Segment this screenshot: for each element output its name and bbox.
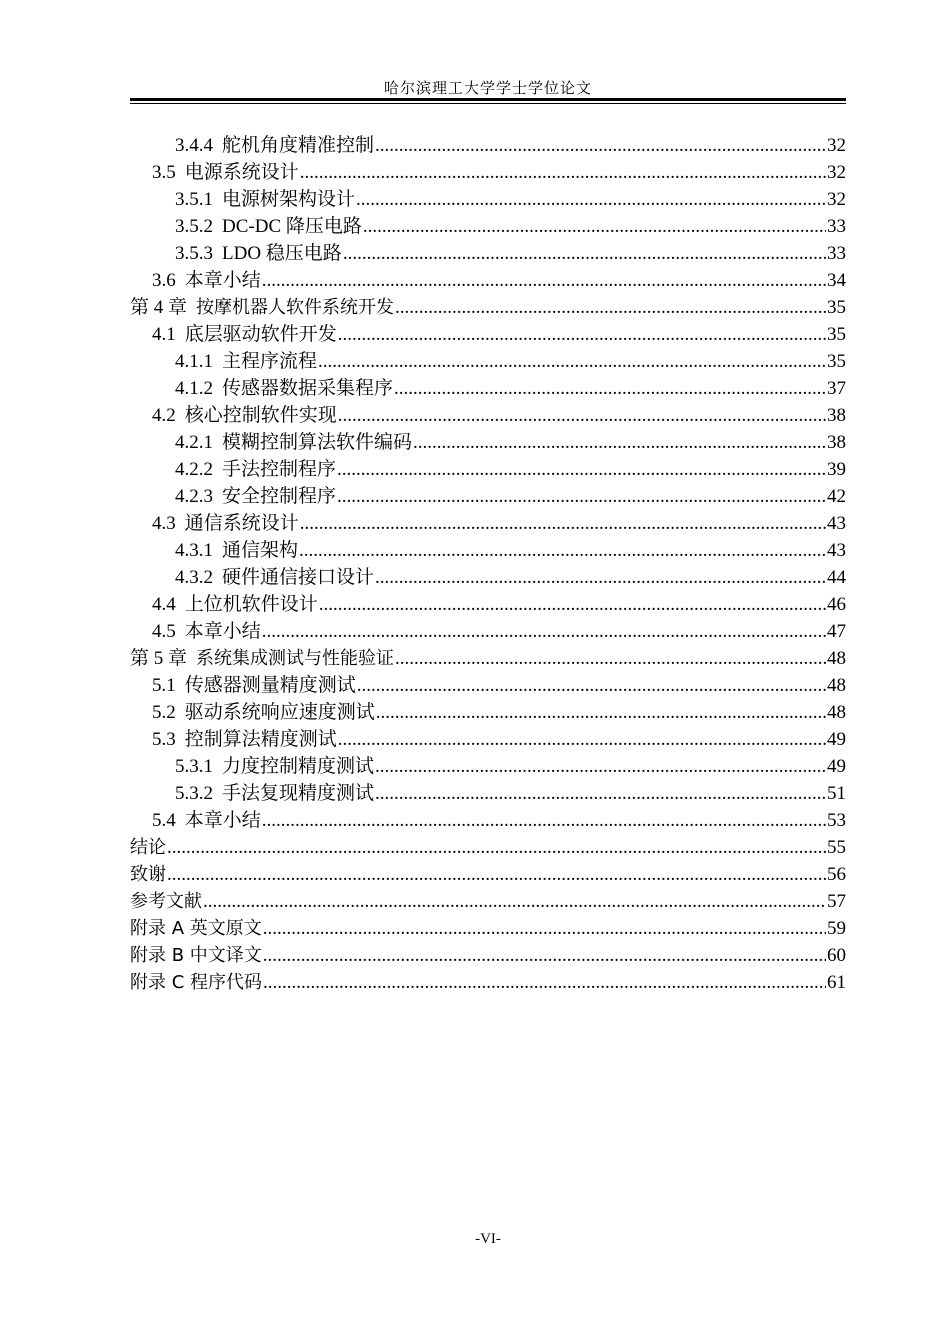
toc-entry-title: 附录 C 程序代码 <box>130 972 263 993</box>
toc-entry-title: 本章小结 <box>184 810 261 831</box>
toc-entry-label <box>175 483 336 510</box>
toc-entry-title: 结论 <box>130 837 166 858</box>
toc-entry-number: 第 5 章 <box>130 648 188 669</box>
toc-entry-title: 底层驱动软件开发 <box>184 324 337 345</box>
toc-dot-leader <box>262 267 826 294</box>
toc-entry-page: 48 <box>827 648 846 669</box>
toc-entry-label <box>130 969 262 996</box>
toc-entry-label <box>130 888 202 915</box>
toc-entry-label <box>130 942 262 969</box>
toc-entry[interactable] <box>130 402 846 429</box>
toc-entry-number: 3.4.4 <box>175 135 213 156</box>
toc-entry-number: 3.6 <box>152 270 176 291</box>
toc-dot-leader <box>300 159 826 186</box>
toc-entry[interactable] <box>130 267 846 294</box>
toc-entry[interactable] <box>130 186 846 213</box>
toc-dot-leader <box>203 888 826 915</box>
toc-entry-page: 59 <box>827 918 846 939</box>
toc-entry[interactable] <box>130 861 846 888</box>
toc-entry-title: 按摩机器人软件系统开发 <box>196 297 395 318</box>
toc-entry-title: 模糊控制算法软件编码 <box>222 432 413 453</box>
toc-entry-number: 4.2.2 <box>175 459 213 480</box>
toc-entry-page: 60 <box>827 945 846 966</box>
toc-entry-page: 42 <box>827 486 846 507</box>
toc-entry[interactable] <box>130 699 846 726</box>
toc-entry-page: 34 <box>827 270 846 291</box>
toc-dot-leader <box>319 591 826 618</box>
toc-dot-leader <box>395 294 826 321</box>
toc-dot-leader <box>318 348 826 375</box>
toc-entry-number: 4.3.1 <box>175 540 213 561</box>
toc-entry[interactable] <box>130 240 846 267</box>
toc-entry-page: 43 <box>827 513 846 534</box>
toc-entry[interactable] <box>130 159 846 186</box>
toc-dot-leader <box>357 672 826 699</box>
toc-entry-page: 43 <box>827 540 846 561</box>
toc-entry-number: 4.3.2 <box>175 567 213 588</box>
toc-dot-leader <box>375 753 826 780</box>
table-of-contents <box>130 132 846 996</box>
toc-dot-leader <box>337 456 826 483</box>
toc-entry-number: 4.4 <box>152 594 176 615</box>
toc-entry-page: 32 <box>827 135 846 156</box>
toc-dot-leader <box>395 645 826 672</box>
toc-entry-label <box>175 429 412 456</box>
toc-entry[interactable] <box>130 834 846 861</box>
header-rule-thick <box>130 98 846 101</box>
toc-entry[interactable] <box>130 321 846 348</box>
toc-entry-label <box>152 591 318 618</box>
toc-entry-number: 3.5.2 <box>175 216 213 237</box>
toc-entry-label <box>175 348 317 375</box>
toc-entry-title: 手法控制程序 <box>222 459 337 480</box>
toc-dot-leader <box>343 240 826 267</box>
toc-dot-leader <box>299 537 826 564</box>
toc-dot-leader <box>263 969 826 996</box>
toc-entry-label <box>130 834 166 861</box>
toc-entry-title: 通信架构 <box>222 540 299 561</box>
toc-entry-page: 56 <box>827 864 846 885</box>
toc-entry-title: 安全控制程序 <box>222 486 337 507</box>
toc-entry-label <box>152 618 261 645</box>
header-rule-thin <box>130 103 846 104</box>
toc-entry-page: 32 <box>827 162 846 183</box>
toc-entry-number: 5.4 <box>152 810 176 831</box>
toc-entry-number: 4.5 <box>152 621 176 642</box>
toc-entry-number: 5.3.1 <box>175 756 213 777</box>
toc-entry[interactable] <box>130 969 846 996</box>
toc-entry-page: 61 <box>827 972 846 993</box>
toc-entry-label <box>152 321 337 348</box>
page-number: -VI- <box>475 1231 501 1247</box>
toc-entry-title: 手法复现精度测试 <box>222 783 375 804</box>
toc-entry[interactable] <box>130 942 846 969</box>
toc-entry[interactable] <box>130 429 846 456</box>
toc-dot-leader <box>375 780 826 807</box>
toc-dot-leader <box>356 186 826 213</box>
toc-entry[interactable] <box>130 888 846 915</box>
toc-entry-number: 4.2.1 <box>175 432 213 453</box>
toc-entry-number: 5.2 <box>152 702 176 723</box>
toc-entry-label <box>130 294 394 321</box>
toc-entry[interactable] <box>130 753 846 780</box>
toc-entry-number: 4.3 <box>152 513 176 534</box>
toc-entry-title: 传感器数据采集程序 <box>222 378 394 399</box>
toc-entry-title: 本章小结 <box>184 621 261 642</box>
toc-dot-leader <box>263 915 826 942</box>
toc-dot-leader <box>338 402 826 429</box>
toc-entry-title: 上位机软件设计 <box>184 594 318 615</box>
toc-dot-leader <box>413 429 826 456</box>
toc-dot-leader <box>363 213 826 240</box>
toc-entry-page: 49 <box>827 729 846 750</box>
toc-entry-label <box>175 213 362 240</box>
toc-entry-page: 46 <box>827 594 846 615</box>
toc-entry-page: 38 <box>827 405 846 426</box>
toc-entry-number: 5.3.2 <box>175 783 213 804</box>
toc-entry-label <box>152 699 375 726</box>
toc-entry[interactable] <box>130 672 846 699</box>
toc-dot-leader <box>338 321 826 348</box>
toc-entry-title: 电源树架构设计 <box>222 189 356 210</box>
toc-entry-title: 电源系统设计 <box>184 162 299 183</box>
toc-entry-page: 53 <box>827 810 846 831</box>
toc-entry-title: 硬件通信接口设计 <box>222 567 375 588</box>
toc-entry-page: 55 <box>827 837 846 858</box>
toc-entry-page: 35 <box>827 297 846 318</box>
toc-entry-number: 3.5.3 <box>175 243 213 264</box>
toc-entry[interactable] <box>130 456 846 483</box>
toc-entry-number: 第 4 章 <box>130 297 188 318</box>
toc-entry-page: 33 <box>827 216 846 237</box>
toc-entry[interactable] <box>130 564 846 591</box>
toc-entry-title: 力度控制精度测试 <box>222 756 375 777</box>
toc-entry-label <box>152 159 299 186</box>
toc-entry-title: 附录 A 英文原文 <box>130 918 262 939</box>
toc-entry[interactable] <box>130 726 846 753</box>
toc-entry-title: 通信系统设计 <box>184 513 299 534</box>
toc-entry-page: 57 <box>827 891 846 912</box>
toc-entry-label <box>152 807 261 834</box>
toc-entry-label <box>152 510 299 537</box>
toc-entry-label <box>175 186 355 213</box>
toc-dot-leader <box>337 483 826 510</box>
toc-entry-number: 4.1.2 <box>175 378 213 399</box>
toc-dot-leader <box>375 132 826 159</box>
toc-entry-number: 4.1 <box>152 324 176 345</box>
toc-dot-leader <box>300 510 826 537</box>
toc-entry-label <box>130 861 166 888</box>
toc-dot-leader <box>263 942 826 969</box>
toc-entry-page: 38 <box>827 432 846 453</box>
toc-entry-number: 4.2 <box>152 405 176 426</box>
toc-entry-label <box>152 267 261 294</box>
toc-entry-number: 3.5.1 <box>175 189 213 210</box>
toc-entry[interactable] <box>130 915 846 942</box>
toc-entry-title: DC-DC 降压电路 <box>222 216 362 237</box>
toc-entry-page: 48 <box>827 675 846 696</box>
toc-entry-title: 控制算法精度测试 <box>184 729 337 750</box>
toc-entry-label <box>175 753 374 780</box>
toc-entry-title: 本章小结 <box>184 270 261 291</box>
toc-entry-label <box>130 645 394 672</box>
toc-entry-page: 49 <box>827 756 846 777</box>
toc-entry[interactable] <box>130 591 846 618</box>
toc-entry-label <box>152 726 337 753</box>
toc-entry-page: 35 <box>827 351 846 372</box>
toc-dot-leader <box>338 726 826 753</box>
toc-dot-leader <box>167 861 826 888</box>
toc-entry-title: 驱动系统响应速度测试 <box>184 702 375 723</box>
toc-entry-title: 舵机角度精准控制 <box>222 135 375 156</box>
toc-entry[interactable] <box>130 213 846 240</box>
toc-entry[interactable] <box>130 807 846 834</box>
toc-entry[interactable] <box>130 294 846 321</box>
toc-dot-leader <box>394 375 826 402</box>
toc-entry-label <box>175 456 336 483</box>
toc-entry-number: 5.3 <box>152 729 176 750</box>
toc-entry[interactable] <box>130 537 846 564</box>
toc-entry[interactable] <box>130 375 846 402</box>
toc-entry-number: 3.5 <box>152 162 176 183</box>
toc-dot-leader <box>376 699 826 726</box>
toc-entry-page: 39 <box>827 459 846 480</box>
toc-entry-label <box>175 537 298 564</box>
toc-entry-page: 48 <box>827 702 846 723</box>
toc-entry-number: 5.1 <box>152 675 176 696</box>
toc-entry-title: 附录 B 中文译文 <box>130 945 262 966</box>
toc-entry-label <box>152 402 337 429</box>
toc-entry[interactable] <box>130 510 846 537</box>
toc-entry-page: 32 <box>827 189 846 210</box>
toc-dot-leader <box>375 564 826 591</box>
toc-entry-label <box>175 375 393 402</box>
toc-entry-label <box>130 915 262 942</box>
toc-entry-page: 51 <box>827 783 846 804</box>
toc-entry[interactable] <box>130 348 846 375</box>
toc-entry-title: 参考文献 <box>130 891 202 912</box>
toc-entry[interactable] <box>130 645 846 672</box>
toc-entry-label <box>175 564 374 591</box>
toc-dot-leader <box>262 618 826 645</box>
toc-entry-page: 33 <box>827 243 846 264</box>
toc-entry-title: 传感器测量精度测试 <box>184 675 356 696</box>
toc-entry-page: 37 <box>827 378 846 399</box>
running-header: 哈尔滨理工大学学士学位论文 <box>383 81 592 97</box>
toc-entry-label <box>175 240 342 267</box>
toc-entry-label <box>175 780 374 807</box>
toc-entry-label <box>152 672 356 699</box>
toc-entry[interactable] <box>130 780 846 807</box>
toc-entry-title: 系统集成测试与性能验证 <box>196 648 395 669</box>
toc-entry-title: 主程序流程 <box>222 351 318 372</box>
toc-entry-page: 35 <box>827 324 846 345</box>
toc-entry-page: 47 <box>827 621 846 642</box>
toc-entry-title: 致谢 <box>130 864 166 885</box>
toc-entry[interactable] <box>130 132 846 159</box>
toc-entry-number: 4.1.1 <box>175 351 213 372</box>
toc-entry-number: 4.2.3 <box>175 486 213 507</box>
toc-entry-title: LDO 稳压电路 <box>222 243 342 264</box>
toc-entry[interactable] <box>130 618 846 645</box>
toc-entry-title: 核心控制软件实现 <box>184 405 337 426</box>
toc-dot-leader <box>167 834 826 861</box>
toc-entry-page: 44 <box>827 567 846 588</box>
toc-entry[interactable] <box>130 483 846 510</box>
toc-entry-label <box>175 132 374 159</box>
toc-dot-leader <box>262 807 826 834</box>
